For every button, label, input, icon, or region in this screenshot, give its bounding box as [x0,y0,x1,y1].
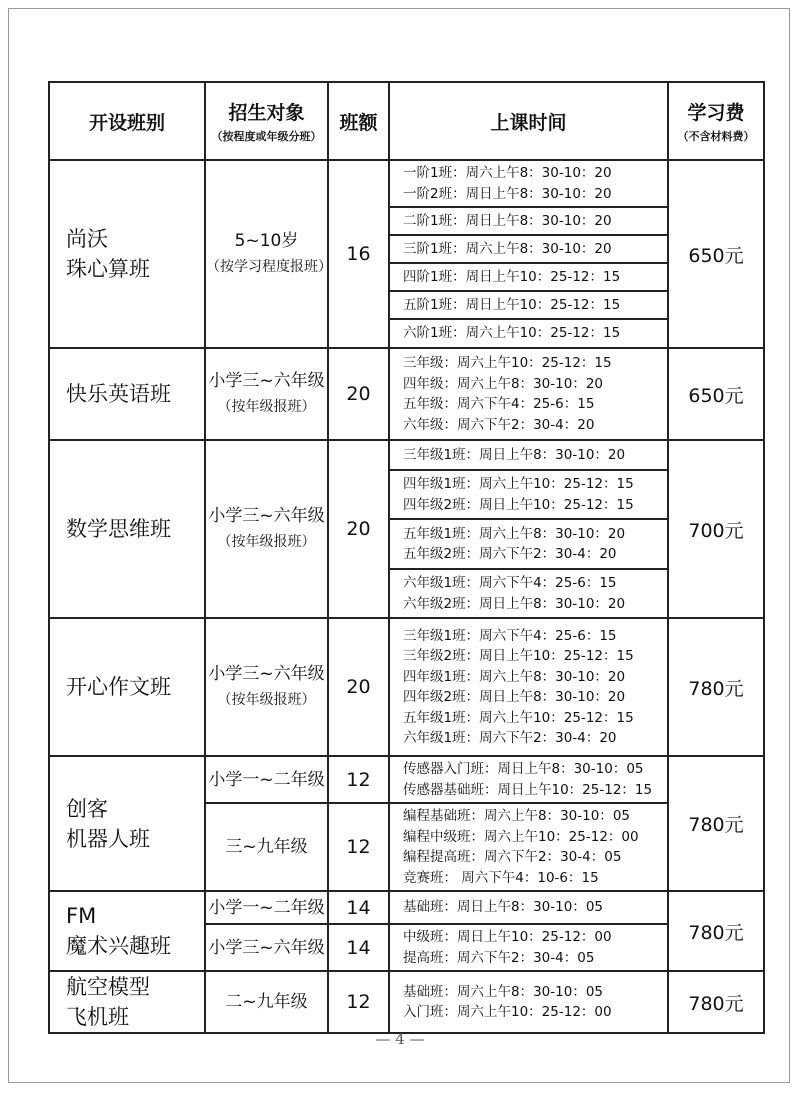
time-slot-cell: 编程基础班：周六上午8：30-10：05 编程中级班：周六上午10：25-12：00 编程提高班：周六下午2：30-4：05 竞赛班： 周六下午4：10-6：15 [389,803,668,891]
time-slot-cell: 二阶1班：周日上午8：30-10：20 [389,207,668,235]
table-row [49,348,764,440]
table-row [49,618,764,756]
course-quota: 12 [328,756,389,803]
course-quota: 14 [328,891,389,924]
time-slot-cell: 五阶1班：周日上午10：25-12：15 [389,291,668,319]
table-row [49,891,764,924]
header-target: 招生对象 （按程度或年级分班） [205,82,328,160]
course-name: 航空模型 飞机班 [49,971,205,1033]
course-fee: 650元 [668,348,764,440]
course-quota: 20 [328,348,389,440]
header-class-type: 开设班别 [49,82,205,160]
course-quota: 20 [328,618,389,756]
course-target: 小学三~六年级 [205,924,328,971]
course-quota: 16 [328,160,389,348]
course-quota: 12 [328,803,389,891]
header-quota: 班额 [328,82,389,160]
course-name: FM 魔术兴趣班 [49,891,205,971]
time-slot-cell: 三年级：周六上午10：25-12：15 四年级：周六上午8：30-10：20 五年级：周六下午4：25-6：15 六年级：周六下午2：30-4：20 [389,348,668,440]
course-quota: 14 [328,924,389,971]
course-name: 尚沃 珠心算班 [49,160,205,348]
course-target: 5~10岁 （按学习程度报班） [205,160,328,348]
course-name: 创客 机器人班 [49,756,205,891]
course-quota: 20 [328,440,389,618]
page-number: — 4 — [375,1030,425,1048]
course-name: 快乐英语班 [49,348,205,440]
header-time: 上课时间 [389,82,668,160]
table-row [49,971,764,1033]
time-slot-cell: 基础班：周六上午8：30-10：05 入门班：周六上午10：25-12：00 [389,971,668,1033]
course-target: 小学三~六年级 （按年级报班） [205,618,328,756]
course-fee: 780元 [668,618,764,756]
time-slot-cell: 一阶1班：周六上午8：30-10：20 一阶2班：周日上午8：30-10：20 [389,160,668,207]
time-slot-cell: 传感器入门班：周日上午8：30-10：05 传感器基础班：周日上午10：25-12：15 [389,756,668,803]
course-name: 开心作文班 [49,618,205,756]
table-header-row [49,82,764,160]
course-target: 小学三~六年级 （按年级报班） [205,440,328,618]
time-slot-cell: 三年级1班：周六下午4：25-6：15 三年级2班：周日上午10：25-12：15 四年级1班：周六上午8：30-10：20 四年级2班：周日上午8：30-10：20 五年级1班：周六上午10：25-12：15 六年级1班：周六下午2：30-4：20 [389,618,668,756]
time-slot-cell: 六年级1班：周六下午4：25-6：15 六年级2班：周日上午8：30-10：20 [389,569,668,618]
course-target: 小学一~二年级 [205,756,328,803]
course-target: 三~九年级 [205,803,328,891]
time-slot-cell: 四阶1班：周日上午10：25-12：15 [389,263,668,291]
table-row [49,440,764,470]
course-schedule-table [48,81,765,1034]
time-slot-cell: 中级班：周日上午10：25-12：00 提高班：周六下午2：30-4：05 [389,924,668,971]
course-fee: 780元 [668,756,764,891]
course-target: 二~九年级 [205,971,328,1033]
header-fee: 学习费 （不含材料费） [668,82,764,160]
course-fee: 780元 [668,891,764,971]
time-slot-cell: 六阶1班：周六上午10：25-12：15 [389,319,668,348]
time-slot-cell: 三年级1班：周日上午8：30-10：20 [389,440,668,470]
time-slot-cell: 五年级1班：周六上午8：30-10：20 五年级2班：周六下午2：30-4：20 [389,519,668,569]
course-target: 小学三~六年级 （按年级报班） [205,348,328,440]
table-row [49,160,764,207]
course-name: 数学思维班 [49,440,205,618]
time-slot-cell: 基础班：周日上午8：30-10：05 [389,891,668,924]
time-slot-cell: 四年级1班：周六上午10：25-12：15 四年级2班：周日上午10：25-12：15 [389,470,668,519]
table-row [49,756,764,803]
course-quota: 12 [328,971,389,1033]
course-fee: 700元 [668,440,764,618]
time-slot-cell: 三阶1班：周六上午8：30-10：20 [389,235,668,263]
course-fee: 650元 [668,160,764,348]
course-fee: 780元 [668,971,764,1033]
course-target: 小学一~二年级 [205,891,328,924]
